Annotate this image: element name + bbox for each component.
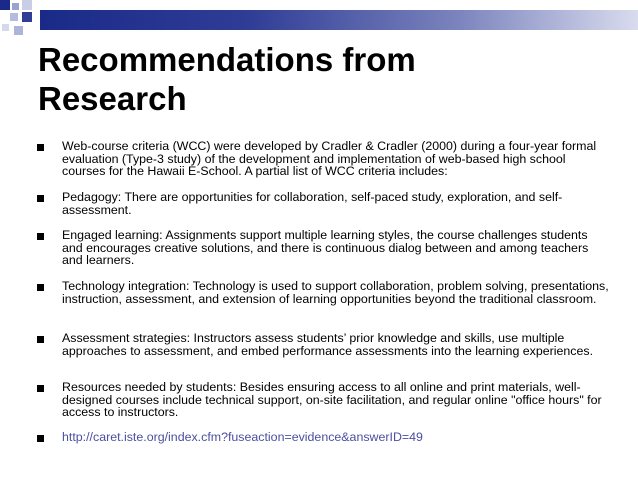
square-bullet-icon (37, 195, 44, 202)
square-bullet-icon (37, 435, 44, 442)
reference-link[interactable]: http://caret.iste.org/index.cfm?fuseaction=evidence&answerID=49 (62, 430, 423, 444)
square-bullet-icon (37, 385, 44, 392)
deco-square (12, 3, 19, 10)
bullet-text: Engaged learning: Assignments support multiple learning styles, the course challenges students and encourages creative solutions, and there is continuous dialog between and among teachers and learners. (62, 228, 589, 268)
slide-title: Recommendations from Research (38, 41, 416, 117)
square-bullet-icon (37, 284, 44, 291)
header-banner (40, 10, 638, 30)
decorative-header (0, 0, 638, 40)
square-bullet-icon (37, 144, 44, 151)
deco-square (10, 13, 18, 21)
square-bullet-icon (37, 336, 44, 343)
bullet-text: Assessment strategies: Instructors assess students’ prior knowledge and skills, use multiple approaches to assessment, and embed performance assessments into the learning experiences. (62, 331, 594, 358)
square-bullet-icon (37, 233, 44, 240)
bullet-text: Technology integration: Technology is used to support collaboration, problem solving, presentations, instruction, assessment, and extension of learning opportunities beyond the traditional classroom. (62, 279, 609, 306)
bullet-text: Pedagogy: There are opportunities for collaboration, self-paced study, exploration, and self-assessment. (62, 190, 563, 217)
deco-square (22, 12, 32, 22)
deco-square (0, 0, 10, 10)
deco-square (22, 0, 32, 10)
bullet-text: Web-course criteria (WCC) were developed by Cradler & Cradler (2000) during a four-year formal evaluation (Type-3 study) of the development and implementation of web-based high school courses for the Hawaii E-School. A partial list of WCC criteria includes: (62, 139, 597, 179)
bullet-text: Resources needed by students: Besides ensuring access to all online and print materials, well-designed courses include technical support, on-site facilitation, and regular online "office hours" for access to instructors. (62, 380, 602, 420)
deco-square (2, 24, 9, 31)
deco-square (14, 26, 23, 35)
